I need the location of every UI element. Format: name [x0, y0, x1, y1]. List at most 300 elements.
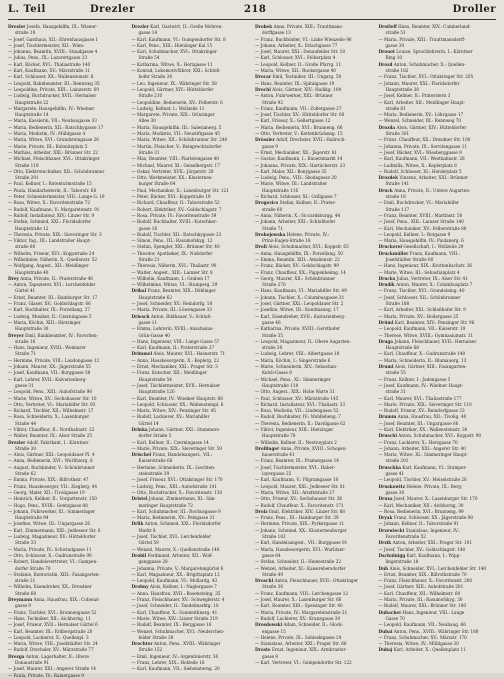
entry-text: — Emil, Buchdrucker, VI.: Mariahilfer: [378, 200, 459, 206]
page-header: [8, 2, 496, 20]
entry-text: — Franz, Beamter, IX.: Pramergasse 14: [255, 458, 339, 464]
entry-text: — Ernst, Mechaniker, XXI.: Prager Str. 3: [131, 364, 218, 370]
entry-text: — Leopold, Schlosser, XX.: Wallensteinpl. 6: [131, 401, 224, 407]
entry-text: — Johann, Kellner, II.: Taborstraße 91: [378, 521, 459, 527]
entry-text: — Karl, Elektriker, XX.: Wallensteinstr. 30: [378, 427, 468, 432]
entry-text: — Viktor, Chauffeur, II.: Nordbahnstr. 22: [8, 427, 95, 432]
entry-text: — Johann, Fuhrwerker, XI.: Simmeringer: [8, 508, 96, 514]
entry-text: — Paul, Schlosser, XV.: Märzstraße 145: [255, 395, 339, 401]
entry-text: felder Straße 38: [138, 634, 174, 640]
entry-text: — Georg, Maler, XII.: Tivoligasse 19: [8, 489, 85, 495]
directory-entry: [255, 660, 373, 666]
entry-text: — Margarete, Hausgehilfin, IV.: Wiedner: [8, 105, 95, 111]
entry-text: — Rudolf, Tischler, XII.: Ratschkygasse 23: [131, 231, 222, 237]
entry-text: — Johann, Maurer, XX.: Jägerstraße 55: [8, 364, 91, 370]
entry-text: Louise, Sprachlehrerin, I.: Kärntner: [396, 49, 473, 55]
entry-text: — Karl, Schuhmacher, XVI.: Ottakringer: [131, 49, 217, 55]
surname: Drimmel: [131, 351, 153, 357]
column-2: [131, 24, 250, 672]
entry-text: — Richard, Tischler, XII.: Wilhelmstr. 37: [8, 408, 94, 414]
entry-text: — Maria, Bedienerin, XV.: Löhrgasse 17: [378, 112, 464, 118]
surname: Drouot: [378, 49, 395, 55]
entry-text: Adolf, Drechsler, XVII.: Halirsch-: [276, 137, 346, 143]
surname: Drotleff: [378, 24, 397, 29]
entry-text: — Hans, Kaufmann, VI.: Mariahilfer Str. 49: [255, 288, 347, 294]
entry-text: — Hans, Ingenieur, VIII.: Lange Gasse 57: [131, 338, 220, 344]
entry-text: — Franz, Schuhmacher, XV.: Märzstr. 170: [378, 634, 467, 640]
entry-text: Franz, Schlosser, XX.: Jägerstraße 90: [393, 515, 474, 521]
entry-text: ganggasse 28: [138, 559, 168, 565]
entry-text: Anna, Private, XVIII.: Schopen-: [280, 445, 347, 451]
entry-text: Karl, Beamter, XIV.: Penzinger Str. 96: [394, 319, 475, 325]
entry-text: — Josef, Tischler, XVI.: Lerchenfelder: [131, 534, 211, 540]
entry-text: — Ludwig, Musiker, II.: Czerningasse 5: [8, 313, 92, 319]
entry-text: Anton, Arbeiter, XXI.: Prager Str. 101: [392, 540, 472, 546]
entry-text: Anton, Schmied, XXI.: Floridsdorfer: [144, 521, 221, 527]
entry-text: — Otto, Vertreter, V.: Kettenbrückeng. 15: [255, 131, 343, 137]
entry-text: — Franz, Lehrer, XIX.: Hofzeile 18: [131, 659, 205, 665]
entry-text: Hauptstraße 120: [138, 389, 175, 395]
entry-text: Straße 36: [262, 584, 283, 590]
surname: Drischel: [131, 452, 152, 458]
entry-text: — Gustav, Kaufmann, I.: Bauernmarkt 14: [255, 156, 343, 162]
entry-text: — Oskar, Vertreter, XVII.: Jörgerstr. 28: [131, 168, 214, 174]
entry-text: gasse 64: [262, 552, 281, 558]
entry-text: Hauptstraße 68: [385, 345, 419, 351]
entry-text: — Maria, Witwe, XII.: Ruckergasse 40: [255, 68, 336, 74]
entry-text: — Marie, Witwe, XIV.: Linzer Straße 219: [131, 615, 218, 621]
entry-text: Grün-Gasse 40: [138, 332, 170, 338]
entry-text: — Theresia, Bedienerin, X.: Davidgasse 62: [255, 420, 346, 426]
entry-text: Johann, Fleischhauer, XVII.: Hernalser: [394, 338, 477, 344]
entry-text: — Mathias, Arbeiter, XXI.: Brünner Str. 22: [8, 149, 98, 155]
entry-text: — Josef, Tischler, XV.: Goldschlagstr. 140: [378, 546, 466, 552]
entry-text: — Josef, Gärtner, XXI.: Leopoldauer Str. 2: [255, 301, 344, 307]
entry-text: Ring 10: [385, 55, 403, 61]
surname: Dubacher: [378, 609, 402, 615]
entry-text: — Anna, Näherin, X.: Siccardsburgg. 44: [255, 212, 341, 218]
entry-text: — Walter, Angest., XIII.: Lainzer Str. 8: [131, 269, 213, 275]
entry-text: Gürtel 59: [138, 540, 159, 546]
entry-text: — Wenzel, Arbeiter, XI.: Kaiserebersdorfer: [255, 565, 346, 571]
surname: Druml: [378, 364, 394, 370]
entry-text: — Paula, Private, IV.: Rainergasse 9: [8, 672, 84, 678]
entry-text: straße 80: [15, 244, 36, 250]
entry-text: — Hans, Ingenieur, XIX.: Krottenbachstr. 36: [378, 263, 473, 269]
entry-text: — Franz, Tischler, XVI.: Brunnengasse 52: [8, 609, 97, 615]
entry-text: — Franz, Hausbesorger, VII.: Zieglerg. 44: [8, 483, 97, 489]
entry-text: Hauptstraße 38: [385, 86, 419, 92]
surname: Druschl: [378, 433, 397, 439]
entry-text: dorffgasse 13: [262, 30, 291, 36]
entry-text: Donaustraße 91: [15, 659, 50, 665]
entry-text: — Karl, Magazineur, XX.: Brigittaplatz 12: [131, 571, 220, 577]
entry-text: — Rosa, Modistin, VII.: Lindengasse 52: [255, 408, 339, 414]
entry-text: — Ludwig, Lehrer, VIII.: Albertgasse 18: [255, 351, 340, 357]
entry-text: Straße 152: [138, 647, 163, 653]
entry-text: — Karl, Schuhmacher, III.: Rochusgasse 9: [131, 508, 221, 514]
entry-text: Straße 44: [15, 420, 36, 426]
entry-text: — Ludwig, Kellner, I.: Wollzeile 11: [131, 105, 205, 111]
surname: Drzik: [378, 540, 392, 546]
surname: Drolz: [255, 508, 268, 514]
entry-text: — Karl, Chauffeur, X.: Gudrunstraße 140: [378, 351, 466, 357]
surname: Dubaj: [378, 647, 393, 653]
entry-text: steinstraße 39: [138, 471, 170, 477]
entry-text: — Leopold, Kellner, I.: Rotgasse 9: [378, 231, 451, 237]
entry-text: — Rudolf, Maurer, XXI.: Brünner Str. 180: [378, 603, 467, 609]
entry-text: — Karl, Arbeiter, XII.: Meidlinger Haupt-: [378, 99, 466, 105]
entry-text: Helene, Private, IX.: Berg-: [406, 483, 463, 489]
entry-text: — Karl, Kaufmann, VI.: Gumpendorfer Str. 8: [131, 36, 226, 42]
entry-text: Hauptstraße 14: [15, 112, 49, 118]
entry-text: Straße 117: [385, 206, 410, 212]
entry-text: Anton, Pens., XVIII.: Währinger Str. 180: [393, 628, 479, 634]
surname: Drinka: [131, 427, 148, 432]
directory-entry: [379, 647, 497, 653]
surname: Dreymann: [8, 597, 33, 603]
entry-text: Hauptstraße 94: [15, 515, 49, 521]
entry-text: — Karl, Handelsangest., VII.: Burggasse 91: [255, 540, 348, 546]
surname: Drobny: [131, 584, 149, 590]
entry-text: — Josef, Maurer, XXI.: Angerer Straße 14: [8, 666, 96, 672]
entry-text: — Theodor, Apotheker, IX.: Nußdorfer: [131, 250, 213, 256]
entry-text: gasse 41: [385, 471, 405, 477]
entry-text: — Maria, Witwe, XVI.: Grundsteingasse 26: [8, 137, 99, 143]
entry-text: — Karl, Friseur, X.: Gellertgasse 12: [255, 118, 331, 124]
entry-text: hofer Straße 24: [138, 74, 173, 80]
entry-text: Hauptstraße 118: [262, 382, 299, 388]
entry-text: Hans, Beamter, XIV.: Cumberland-: [398, 24, 471, 29]
entry-text: — Rosa, Bedienerin, XVI.: Brunneng. 99: [378, 508, 464, 514]
entry-text: — Josef, Friseur, XVII.: Hernalser Gürtel 6: [8, 622, 98, 628]
entry-text: — Karl, Chauffeur, XII.: Wilhelmstr. 60: [378, 590, 461, 596]
surname: Drozd: [378, 61, 393, 67]
surname: Dreyer: [8, 332, 24, 338]
entry-text: — Wilhelm, Friseur, XVI.: Koppstraße 24: [8, 250, 95, 256]
entry-text: Straße 210: [138, 93, 163, 99]
entry-text: Anton, Schuhmacher, X.: Quellen-: [393, 61, 466, 67]
surname: Drocar: [255, 74, 272, 80]
entry-text: — Maria, Schneiderin, II.: Blumauerg. 13: [378, 357, 467, 363]
entry-text: — Konrad, Lokomotivführer, XXI.: Schloß-: [131, 68, 221, 74]
entry-text: Hauptstraße 70: [262, 433, 296, 439]
entry-text: — Josef, Maurer, XXI.: Donaufelder Str. 18: [255, 49, 345, 55]
surname: Druschka: [378, 464, 401, 470]
entry-text: — Hans, Beamter, IX.: Spitalgasse 19: [255, 80, 335, 86]
entry-text: — Marie, Private, III.: Kolonitzplatz 5: [8, 143, 88, 149]
entry-text: Josefstädter Straße 60: [385, 256, 434, 262]
entry-text: — Josef, Gasthaus, XII.: Ehrenhausgasse 1: [8, 36, 99, 42]
entry-text: — Ernst, Beamter, III.: Hainburger Str. 17: [8, 294, 98, 300]
entry-text: straße 201: [385, 458, 409, 464]
entry-text: Straße 21: [138, 256, 160, 262]
entry-text: — Robert, Elektriker, XV.: Goldschlagstr. 7: [131, 206, 222, 212]
directory-entry: [8, 673, 126, 679]
entry-text: — Maria, Witwe, XII.: Schönbrunner Str. 240: [131, 137, 228, 143]
entry-text: — Theresia, Witwe, IV.: Mühlgasse 30: [378, 641, 459, 647]
entry-text: — Therese, Witwe, XVIII.: Gymnasiumstr. 31: [378, 332, 474, 338]
surname: Druck: [378, 187, 393, 193]
entry-text: Alois, Gärtner, XIII.: Fasangarten-: [394, 364, 467, 370]
entry-text: Straße 54: [138, 55, 160, 61]
entry-text: — Wilhelm, Eisendreher, XX.: Dresdner: [8, 584, 92, 590]
entry-text: — Maria, Private, IV.: Margaretenstraße 21: [255, 609, 348, 615]
entry-text: gasse 14: [138, 30, 158, 36]
entry-text: Straße 102: [262, 534, 286, 540]
entry-text: — Leopold, Maurer, XXI.: Jedleseer Str. 81: [255, 483, 346, 489]
entry-text: Vinzenz, Arbeiter, XXI.: Brünner: [399, 175, 468, 181]
surname: Druckmüller: [378, 250, 409, 256]
entry-text: — Rudolf, Drechsler, XV.: Märzstraße 77: [8, 647, 94, 653]
entry-text: Franz, Beamter, XIX.: Döblinger: [147, 288, 216, 294]
entry-text: — Ludwig, Magazineur, XV.: Hütteldorfer: [8, 534, 96, 540]
entry-text: Anton, Schuhmacher, XVI.: Koppstr. 90: [398, 433, 482, 439]
entry-text: — Emil, Ingenieur, IV.: Argentinierstr. 36: [131, 653, 219, 659]
entry-text: — Stefanie, Kontoristin, XIII.: Fasangarten-: [8, 571, 101, 577]
entry-text: Kaiserstraße 66: [138, 458, 173, 464]
entry-text: — Alois, Gärtner, XXI.: Leopoldauer Pl. 4: [8, 452, 95, 458]
entry-text: — Josef, Schneider, XV.: Reindorfg. 18: [131, 301, 213, 307]
column-catchword-left: Drezler: [90, 4, 135, 15]
entry-text: — Josef, Maurer, X.: Laxenburger Str. 66: [255, 597, 342, 603]
entry-text: — Wenzel, Maurer, X.: Quellenstraße 140: [131, 546, 220, 552]
entry-text: — Maria, Hausgehilfin, IV.: Paulanerg. 6: [378, 238, 464, 244]
surname: Driesch: [131, 313, 150, 319]
entry-text: — Karl, Kaufmann, VII.: Siebensterng. 20: [131, 666, 220, 672]
entry-text: — Karl, Beamter, III.: Erdbergstraße 20: [8, 628, 93, 634]
entry-text: — Hans, Techniker, XII.: Aichhorng. 11: [8, 615, 91, 621]
entry-text: Gürtel 41: [15, 288, 36, 294]
entry-text: — Peter, Bäcker, XVI.: Koppstraße 19: [131, 194, 211, 200]
entry-text: Anton, Pens., XVIII.: Währinger: [153, 641, 221, 647]
entry-text: Gesellschaft, I.: Wollzeile 29: [403, 244, 464, 250]
entry-text: — Marie, Schneiderin, XIV.: Sebastian-: [255, 364, 338, 370]
entry-text: — Maria, Köchin, I.: Singerstraße 6: [255, 357, 331, 363]
entry-text: — Leopold, Kaufmann, VI.: Mollardg. 43: [131, 578, 218, 584]
entry-text: Johann, Zimmermann, XI.: Sim-: [148, 496, 216, 502]
entry-text: — Josef, Kellner, II.: Praterstern 3: [378, 93, 451, 99]
entry-text: — Johann, Schmied, XX.: Klosterneuburger: [255, 527, 347, 533]
entry-text: lingerstraße 18: [385, 559, 419, 565]
entry-text: — Anna, Hausgehilfin, IX.: Porzellang. 50: [255, 250, 343, 256]
entry-text: gasse 30: [385, 42, 405, 48]
entry-text: — Karl, Pens., XIII.: Hietzinger Kai 15: [131, 42, 213, 48]
entry-text: — Georg, Maurer, XII.: Schönbrunner: [255, 275, 336, 281]
entry-text: — August, Buchbinder, V.: Schönbrunner: [8, 464, 95, 470]
surname: Druckerei: [378, 244, 402, 250]
surname: Drezler: [131, 24, 149, 29]
entry-text: — Hermine, Schneiderin, IX.: Liechten-: [131, 464, 216, 470]
entry-text: — Franz, Beamter, XVIII.: Martinstr. 50: [378, 212, 463, 218]
surname: Droschl: [255, 578, 274, 584]
entry-text: Kelch-Gasse 8: [262, 370, 292, 376]
entry-text: Straße 49: [262, 571, 283, 577]
section-label: L. Teil: [8, 4, 46, 15]
entry-text: — Leopold, Magazineur, II.: Obere Augarten-: [255, 338, 351, 344]
entry-text: Straße 71: [262, 225, 283, 231]
entry-text: Franz, Kaufmann, VIII.:: [409, 250, 460, 256]
entry-text: Alois, Kellner, I.: Naglergasse 7: [149, 584, 217, 590]
entry-text: — Marie, Witwe, XV.: Sechshauser Str. 10: [8, 395, 97, 401]
surname: Drogovics: [255, 200, 279, 206]
entry-text: Straße 68: [15, 590, 36, 596]
entry-text: — Karl, Zimmermann, XXI.: Jedleseer Str. 6: [8, 527, 101, 533]
surname: Droll: [255, 244, 267, 250]
entry-text: — Josef, Bäcker, XVI.: Wiesberggasse 9: [378, 149, 462, 155]
entry-text: Straße 201: [15, 175, 39, 181]
entry-text: — Josef, Friseur, XVI.: Ottakringer Str. 170: [131, 477, 223, 483]
entry-text: — Ludwig, Pens., VIII.: Skodagasse 20: [255, 175, 337, 181]
entry-text: Karl, Kaufmann, I.: Wipp-: [406, 552, 461, 558]
entry-text: straße 30: [262, 345, 283, 351]
entry-text: — Leopold, Bahnbeamter, III.: Rennweg 35: [8, 80, 100, 86]
entry-text: — Richard, Schlosser, XI.: Grillgasse 7: [255, 194, 337, 200]
entry-text: — Johann, Maurer, XXI.: Floridsdorfer: [378, 80, 460, 86]
entry-text: — Otto, Elektrotechniker, XII.: Schönbrunner: [8, 168, 105, 174]
entry-text: — Karl, Lehrer, XVII.: Kalvarienberg-: [8, 376, 87, 382]
entry-text: — Karl, Maurer, XVI.: Thaliastraße 177: [378, 395, 462, 401]
entry-text: Straße 31: [138, 149, 160, 155]
entry-text: — Josef, Gärtner, XIII.: Auhofstraße 201: [378, 584, 464, 590]
entry-text: Straße 141: [385, 181, 410, 187]
entry-text: Straße 33: [15, 540, 36, 546]
entry-text: — Karl, Mechaniker, XII.: Aichhorng. 30: [378, 502, 464, 508]
entry-text: gasse 9: [15, 603, 31, 609]
entry-text: — Katharina, Private, XVIII.: Gersthofer: [255, 326, 341, 332]
entry-text: — Anna, Bedienerin, XVI.: Wurlitzerg. 8: [8, 458, 93, 464]
entry-text: Anton, Bildhauer, V.: Schloß-: [150, 313, 212, 319]
entry-text: Emil, Bankbeamter, IV.: Favoriten-: [25, 332, 98, 338]
entry-text: gasse 31: [15, 382, 34, 388]
surname: Dryak: [378, 515, 393, 521]
page-number: 218: [244, 4, 267, 15]
entry-text: — Maria, Hausgehilfin, III.: Salesianerg. 5: [131, 124, 222, 130]
entry-text: — Johanna, Private, IX.: Servitengasse 11: [378, 143, 468, 149]
entry-text: Hauptstraße 54: [138, 376, 172, 382]
surname: Drozda: [378, 124, 396, 130]
entry-text: Markt 8: [138, 527, 156, 533]
entry-text: — Franz, Kutscher, XII.: Meidlinger: [131, 370, 207, 376]
entry-text: — Viktor, Ingenieur, XIII.: Hietzinger: [255, 427, 334, 432]
entry-text: gasse 11: [138, 319, 158, 325]
surname: Drohojowska: [255, 231, 286, 237]
entry-text: straße 18: [385, 194, 406, 200]
entry-text: — Maria, Modistin, VII.: Neustiftgasse 45: [131, 131, 220, 137]
column-catchword-right: Droller: [452, 4, 496, 15]
surname: Drössler: [255, 137, 275, 143]
entry-text: — Rudolf, Beamter, IX.: Berggasse 16: [131, 622, 212, 628]
entry-text: Hauptstraße 116: [262, 187, 299, 193]
entry-text: — Theresia, Private, XIX.: Sieveringer Str. 3: [8, 231, 102, 237]
surname: Druga: [378, 338, 394, 344]
entry-text: Gasse 70: [385, 615, 405, 621]
entry-text: — Leopoldine, Bedienerin, XV.: Felberstr. 6: [131, 99, 223, 105]
surname: Drudik: [378, 282, 395, 288]
entry-text: — Michael, Fleischhauer, XVI.: Ottakringer: [8, 156, 100, 162]
surname: Dubai: [378, 628, 393, 634]
entry-text: — Franz, Chauffeur, XX.: Pappenheimg. 14: [255, 269, 346, 275]
entry-text: — Johanna, Beamtin, XVIII.: Staudgasse 4: [8, 49, 98, 55]
entry-text: — Rudolf, Kaufmann, V.: Margaretenstr. 91: [8, 206, 100, 212]
entry-text: — Josef, Schneider, II.: Tandelmarktg. 10: [131, 603, 219, 609]
entry-text: burger Straße 64: [138, 181, 176, 187]
entry-text: — Leopold, Lackierer, X.: Quellenpl. 3: [8, 634, 89, 640]
entry-text: — Karl, Chauffeur, X.: Sonnleithnerg. 41: [131, 609, 218, 615]
entry-text: — Rudolf, Lackierer, XV.: Kranzgasse 30: [255, 615, 341, 621]
entry-text: — Walter, Beamter, IX.: Alser Straße 25: [8, 433, 93, 439]
entry-text: — Otto, Friseur, XV.: Sechshauser Str. 36: [255, 496, 343, 502]
entry-text: — Marie, Private, XIX.: Sieveringer Str. 59: [131, 445, 222, 451]
entry-text: — Franz, Tischler, XVI.: Ottakringer Str. 205: [378, 74, 474, 80]
entry-text: Adolf, Fabrikant, I.: Kärntner: [26, 439, 89, 445]
entry-text: — Franz, Fleischhauer, X.: Favoritenstr. 200: [378, 578, 473, 584]
surname: Druxa: [378, 496, 393, 502]
entry-text: — Johann, Arbeiter, XXI.: Angerer Str. 40: [378, 445, 466, 451]
entry-text: — Anton, Tapezierer, XVI.: Lerchenfelder: [8, 282, 96, 288]
entry-text: — Rudolf, Schlosser, XI.: Herderplatz 5: [378, 168, 462, 174]
entry-text: — Wenzel, Schuhmacher, XVI.: Neulerchen-: [131, 628, 225, 634]
entry-text: — Marie, Witwe, III.: Sebastianplatz 4: [378, 269, 460, 275]
entry-text: — Anna, Hausfrau, XVII.: Rosensteing. 35: [131, 590, 221, 596]
entry-text: — Rudolf, Lackierer, XV.: Mariahilfer: [131, 414, 210, 420]
entry-text: straße 182: [385, 68, 409, 74]
surname: Drochter: [131, 641, 153, 647]
entry-text: Alois, Maurer, XVI.: Hasnerstr. 71: [153, 351, 226, 357]
surname: Drollinger: [255, 445, 280, 451]
entry-text: — Franz, Bäcker, XV.: Goldschlagstr. 99: [255, 263, 339, 269]
entry-text: — Paul, Kellner, I.: Rotenturmstraße 15: [8, 181, 92, 187]
entry-text: — Wilhelmine, Näherin, X.: Quellenstr. 52: [8, 256, 98, 262]
entry-text: — Wolfgang, Angest., XII.: Meidlinger: [8, 263, 89, 269]
entry-text: — Karl, Arbeiter, XXI.: Schloßhofer Str. 9: [378, 307, 466, 313]
entry-text: — Karl, Schlosser, XVI.: Stöberplatz 4: [255, 55, 336, 61]
entry-text: — Marie, Witwe, III.: Landstraßer: [255, 181, 328, 187]
entry-text: — Emma, Beamtin, XIII.: Amalienstr. 22: [255, 256, 340, 262]
entry-text: — Johann, Arbeiter, X.: Erlachgasse 77: [255, 42, 338, 48]
entry-text: gasse 8: [262, 653, 278, 659]
entry-text: Favoritenstraße 52: [385, 534, 426, 540]
entry-text: meringer Hauptstraße 72: [138, 502, 193, 508]
entry-text: — Theresia, Näherin, XVI.: Thaliastr. 90: [131, 263, 217, 269]
entry-text: — Karl, Beamter, IV.: Wiedner Hauptstr. 88: [131, 395, 223, 401]
entry-text: gasse 30: [385, 489, 405, 495]
entry-text: — Maria, Witwe, XI.: Simmeringer Haupt-: [378, 452, 468, 458]
entry-text: Karl, Gastwirt, II.: Große Mohren-: [150, 24, 223, 29]
entry-text: — Rosa, Witwe, X.: Favoritenstraße 72: [8, 200, 90, 206]
entry-text: — Johann, Arbeiter, XXI.: Schloßhofer: [255, 219, 336, 225]
entry-text: Ernst, Ingenieur, XIX.: Armbruster-: [271, 647, 347, 653]
entry-text: Anna, Hausfrau, XII.: Tivolig. 40: [397, 414, 467, 420]
entry-text: — Josef, Kaufmann, VII.: Burggasse 58: [8, 370, 91, 376]
entry-text: — Leopold, Kellner, II.: Große Pfarrg. 11: [255, 61, 342, 67]
entry-text: — Otto, Buchdrucker, X.: Favoritenstr. 130: [131, 489, 223, 495]
entry-text: — Margarete, Private, XIX.: Grinzinger: [131, 112, 215, 118]
entry-text: — Anna, Hausbesorgerin, X.: Keplerg. 22: [131, 357, 219, 363]
entry-text: Anton, Maurer, X.: Columbusplatz 7: [396, 282, 473, 288]
entry-text: — Karl, Kaufmann, II.: Praterstraße 27: [131, 345, 215, 351]
entry-text: — Paul, Mechaniker, X.: Laxenburger Str. 121: [131, 187, 229, 193]
entry-text: — Hermine, Private, VIII.: Laudongasse 12: [8, 357, 100, 363]
entry-text: — Maria, Witwe, XIV.: Penzinger Str. 45: [131, 408, 216, 414]
entry-text: Franz, Handelsangest., VII.:: [152, 452, 213, 458]
entry-text: — Stefan, Spengler, XXI.: Brünner Str. 40: [131, 244, 220, 250]
entry-text: — Karl, Kaufmann, V.: Pilgramgasse 18: [255, 477, 339, 483]
entry-text: — Rudolf, Buchhalter, IV.: Wohllebeng. 7: [255, 414, 341, 420]
entry-text: — Franz, Glaser, XV.: Goldschlagstr. 66: [8, 301, 91, 307]
surname: Drumm: [378, 414, 397, 420]
entry-text: — Franz, Buchbinder, VI.: Linke Wienzeile 96: [255, 36, 352, 42]
